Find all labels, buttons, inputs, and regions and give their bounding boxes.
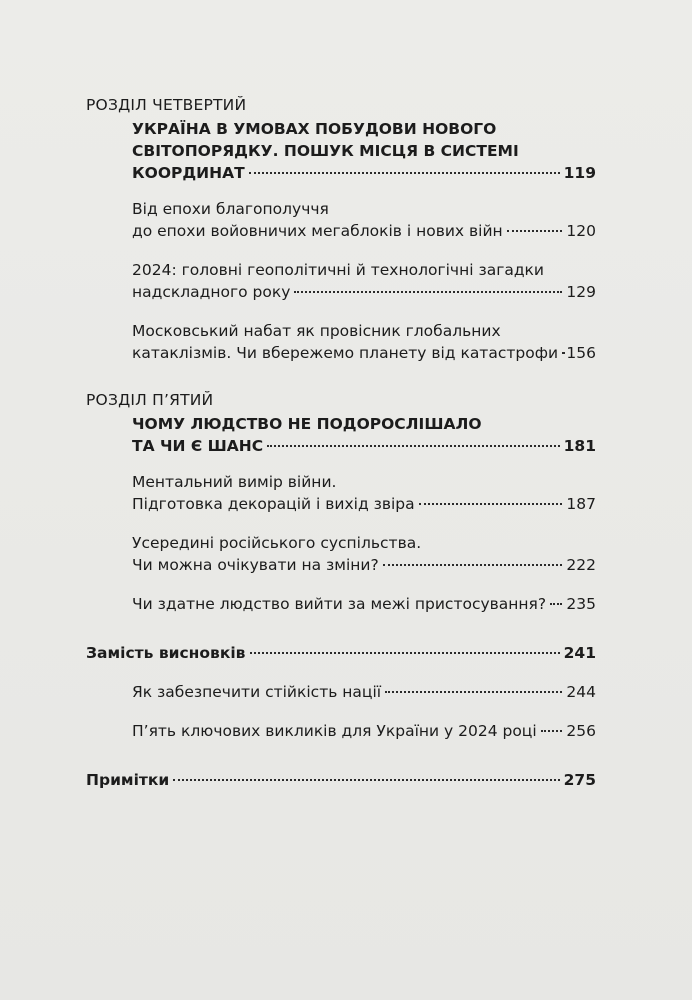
entry-line: Як забезпечити стійкість нації [132,683,382,701]
dot-leader [267,444,560,447]
page-number: 181 [563,437,596,455]
entry-line: Примітки [86,771,170,789]
toc-section-entry[interactable] [132,532,596,576]
dot-leader [383,563,563,566]
entry-line: Чи здатне людство вийти за межі пристосування? [132,595,547,613]
dot-leader [294,290,562,293]
page-number: 120 [566,222,596,240]
toc-section-entry[interactable] [132,198,596,242]
page-number: 187 [566,495,596,513]
entry-line: Чи можна очікувати на зміни? [132,556,379,574]
toc-chapter-entry[interactable] [132,118,596,184]
dot-leader [550,602,562,605]
dot-leader [250,651,560,654]
entry-line: 2024: головні геополітичні й технологічні загадки [132,261,544,279]
table-of-contents [86,96,596,808]
entry-line: СВІТОПОРЯДКУ. ПОШУК МІСЦЯ В СИСТЕМІ [132,142,519,160]
page-number: 129 [566,283,596,301]
spacer [86,759,596,769]
entry-line: Усередині російського суспільства. [132,534,422,552]
toc-subsection-entry[interactable] [132,720,596,742]
toc-major-entry[interactable] [86,769,596,791]
entry-line: КООРДИНАТ [132,164,245,182]
dot-leader [507,229,563,232]
entry-line: ТА ЧИ Є ШАНС [132,437,264,455]
entry-line: катаклізмів. Чи вбережемо планету від катастрофи [132,344,559,362]
entry-line: Московський набат як провісник глобальних [132,322,501,340]
dot-leader [249,171,560,174]
entry-line: УКРАЇНА В УМОВАХ ПОБУДОВИ НОВОГО [132,120,497,138]
entry-line: Підготовка декорацій і вихід звіра [132,495,415,513]
toc-section-entry[interactable] [132,593,596,615]
dot-leader [173,778,559,781]
toc-chapter-entry[interactable] [132,413,596,457]
toc-subsection-entry[interactable] [132,681,596,703]
part-label: РОЗДІЛ ЧЕТВЕРТИЙ [86,96,247,114]
entry-line: ЧОМУ ЛЮДСТВО НЕ ПОДОРОСЛІШАЛО [132,415,482,433]
page-number: 156 [566,344,596,362]
entry-line: Замість висновків [86,644,246,662]
page-number: 119 [563,164,596,182]
page-number: 222 [566,556,596,574]
entry-line: до епохи войовничих мегаблоків і нових війн [132,222,503,240]
page-number: 256 [566,722,596,740]
page-number: 244 [566,683,596,701]
dot-leader [385,690,562,693]
page-number: 235 [566,595,596,613]
entry-line: Від епохи благополуччя [132,200,329,218]
page-number: 241 [563,644,596,662]
entry-line: надскладного року [132,283,291,301]
entry-line: П’ять ключових викликів для України у 2024 році [132,722,537,740]
toc-major-entry[interactable] [86,642,596,664]
page-number: 275 [563,771,596,789]
entry-line: Ментальний вимір війни. [132,473,337,491]
spacer [86,632,596,642]
dot-leader [541,729,563,732]
part-label: РОЗДІЛ П’ЯТИЙ [86,391,214,409]
toc-section-entry[interactable] [132,259,596,303]
dot-leader [419,502,563,505]
toc-section-entry[interactable] [132,320,596,364]
toc-section-entry[interactable] [132,471,596,515]
